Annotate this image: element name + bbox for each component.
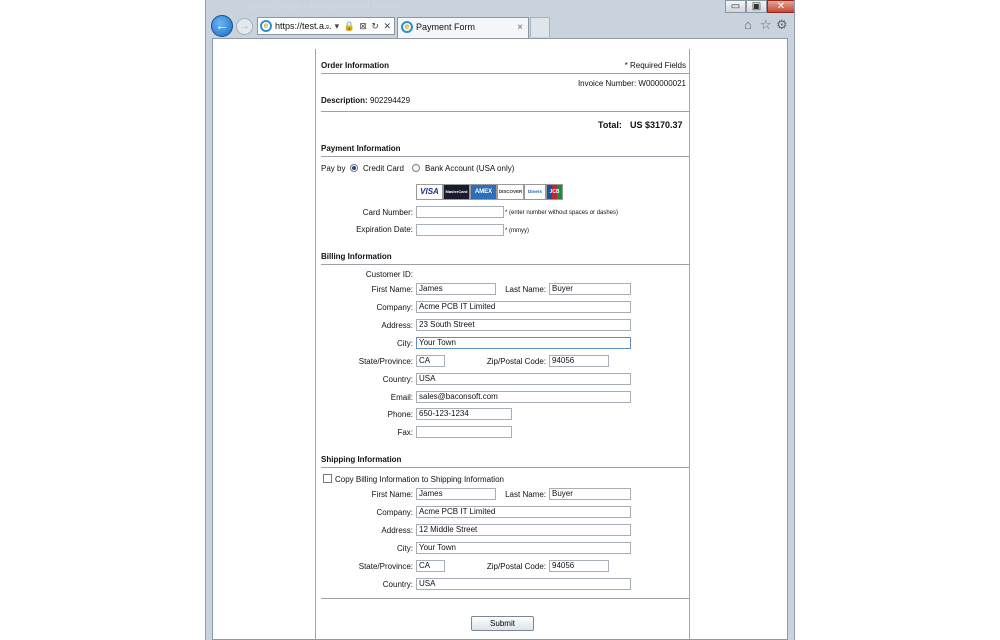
customer-id-label: Customer ID: bbox=[365, 270, 413, 279]
shipping-city-label: City: bbox=[397, 544, 413, 553]
shipping-state-label: State/Province: bbox=[358, 562, 413, 571]
minimize-button[interactable]: ▭ bbox=[725, 0, 746, 13]
card-number-hint: * (enter number without spaces or dashes) bbox=[505, 210, 619, 216]
total-value: US $3170.37 bbox=[630, 120, 683, 130]
billing-phone-input[interactable]: 650-123-1234 bbox=[416, 408, 512, 420]
address-text: https://test.a... bbox=[275, 21, 332, 31]
order-section-title: Order Information bbox=[321, 61, 390, 70]
shipping-company-input[interactable]: Acme PCB IT Limited bbox=[416, 506, 631, 518]
address-bar[interactable] bbox=[257, 17, 395, 35]
navigation-bar bbox=[206, 14, 794, 38]
billing-last-name-label: Last Name: bbox=[505, 285, 546, 294]
tab-close-icon[interactable]: × bbox=[517, 22, 523, 33]
billing-country-input[interactable]: USA bbox=[416, 373, 631, 385]
billing-zip-label: Zip/Postal Code: bbox=[486, 357, 546, 366]
expiration-label: Expiration Date: bbox=[356, 225, 413, 234]
shipping-address-input[interactable]: 12 Middle Street bbox=[416, 524, 631, 536]
shipping-country-label: Country: bbox=[382, 580, 413, 589]
shipping-zip-input[interactable]: 94056 bbox=[549, 560, 609, 572]
bank-account-radio[interactable] bbox=[412, 164, 420, 172]
jcb-card-icon: JCB bbox=[546, 184, 563, 200]
close-window-button[interactable]: ✕ bbox=[767, 0, 795, 13]
billing-phone-label: Phone: bbox=[387, 410, 413, 419]
settings-icon[interactable]: ⚙ bbox=[776, 17, 788, 32]
amex-card-icon: AMEX bbox=[470, 184, 497, 200]
divider bbox=[321, 264, 689, 265]
favorites-icon[interactable]: ☆ bbox=[760, 17, 772, 32]
tab-ie-icon: e bbox=[401, 21, 413, 33]
shipping-company-label: Company: bbox=[376, 508, 413, 517]
new-tab-button[interactable] bbox=[530, 17, 550, 37]
forward-button[interactable]: → bbox=[236, 18, 253, 35]
diners-card-icon: Diners bbox=[524, 184, 546, 200]
billing-zip-input[interactable]: 94056 bbox=[549, 355, 609, 367]
submit-button[interactable]: Submit bbox=[471, 616, 534, 631]
billing-email-input[interactable]: sales@baconsoft.com bbox=[416, 391, 631, 403]
tab-payment-form[interactable] bbox=[397, 17, 529, 38]
billing-address-label: Address: bbox=[381, 321, 413, 330]
shipping-address-label: Address: bbox=[381, 526, 413, 535]
ie-page-icon: e bbox=[260, 20, 272, 32]
divider bbox=[321, 598, 689, 599]
billing-first-name-input[interactable]: James bbox=[416, 283, 496, 295]
shipping-city-input[interactable]: Your Town bbox=[416, 542, 631, 554]
shipping-country-input[interactable]: USA bbox=[416, 578, 631, 590]
billing-company-label: Company: bbox=[376, 303, 413, 312]
tab-title: Payment Form bbox=[416, 22, 476, 32]
shipping-first-name-label: First Name: bbox=[371, 490, 413, 499]
bank-account-label[interactable]: Bank Account (USA only) bbox=[425, 164, 515, 173]
divider bbox=[321, 156, 689, 157]
billing-section-title: Billing Information bbox=[321, 252, 392, 261]
billing-fax-label: Fax: bbox=[397, 428, 413, 437]
billing-last-name-input[interactable]: Buyer bbox=[549, 283, 631, 295]
browser-window bbox=[205, 0, 795, 640]
billing-company-input[interactable]: Acme PCB IT Limited bbox=[416, 301, 631, 313]
description-value: 902294429 bbox=[370, 96, 411, 105]
billing-fax-input[interactable] bbox=[416, 426, 512, 438]
title-bar bbox=[206, 0, 794, 14]
discover-card-icon: DISCOVER bbox=[497, 184, 524, 200]
billing-country-label: Country: bbox=[382, 375, 413, 384]
divider bbox=[321, 467, 689, 468]
divider bbox=[321, 73, 689, 74]
pay-by-label: Pay by bbox=[321, 164, 346, 173]
shipping-last-name-label: Last Name: bbox=[505, 490, 546, 499]
total-label: Total: bbox=[598, 120, 622, 130]
required-fields-note: * Required Fields bbox=[624, 61, 686, 70]
billing-address-input[interactable]: 23 South Street bbox=[416, 319, 631, 331]
payment-form bbox=[315, 49, 690, 640]
expiration-input[interactable] bbox=[416, 224, 504, 236]
copy-billing-label[interactable]: Copy Billing Information to Shipping Information bbox=[335, 475, 504, 484]
description-label: Description: bbox=[321, 96, 368, 105]
payment-section-title: Payment Information bbox=[321, 144, 401, 153]
billing-email-label: Email: bbox=[390, 393, 413, 402]
shipping-zip-label: Zip/Postal Code: bbox=[486, 562, 546, 571]
divider bbox=[321, 111, 689, 112]
copy-billing-checkbox[interactable] bbox=[323, 474, 332, 483]
shipping-first-name-input[interactable]: James bbox=[416, 488, 496, 500]
card-number-label: Card Number: bbox=[362, 208, 413, 217]
address-bar-icons[interactable]: ⌕ ▾ 🔒 ⊠ ↻ ✕ bbox=[325, 21, 392, 31]
shipping-state-input[interactable]: CA bbox=[416, 560, 445, 572]
maximize-button[interactable]: ▣ bbox=[746, 0, 767, 13]
window-title: SecureQuake - Microsoft Word Starter bbox=[246, 1, 399, 11]
credit-card-radio[interactable] bbox=[350, 164, 358, 172]
billing-city-label: City: bbox=[397, 339, 413, 348]
shipping-section-title: Shipping Information bbox=[321, 455, 402, 464]
shipping-last-name-input[interactable]: Buyer bbox=[549, 488, 631, 500]
card-number-input[interactable] bbox=[416, 206, 504, 218]
billing-first-name-label: First Name: bbox=[371, 285, 413, 294]
credit-card-label[interactable]: Credit Card bbox=[363, 164, 404, 173]
home-icon[interactable]: ⌂ bbox=[744, 17, 752, 32]
page-content bbox=[212, 38, 788, 640]
billing-city-input[interactable]: Your Town bbox=[416, 337, 631, 349]
back-button[interactable]: ← bbox=[211, 15, 233, 37]
billing-state-input[interactable]: CA bbox=[416, 355, 445, 367]
expiration-hint: * (mmyy) bbox=[505, 228, 529, 234]
visa-card-icon: VISA bbox=[416, 184, 443, 200]
invoice-number: Invoice Number: W000000021 bbox=[577, 79, 686, 88]
billing-state-label: State/Province: bbox=[358, 357, 413, 366]
mastercard-icon: MasterCard bbox=[443, 184, 470, 200]
